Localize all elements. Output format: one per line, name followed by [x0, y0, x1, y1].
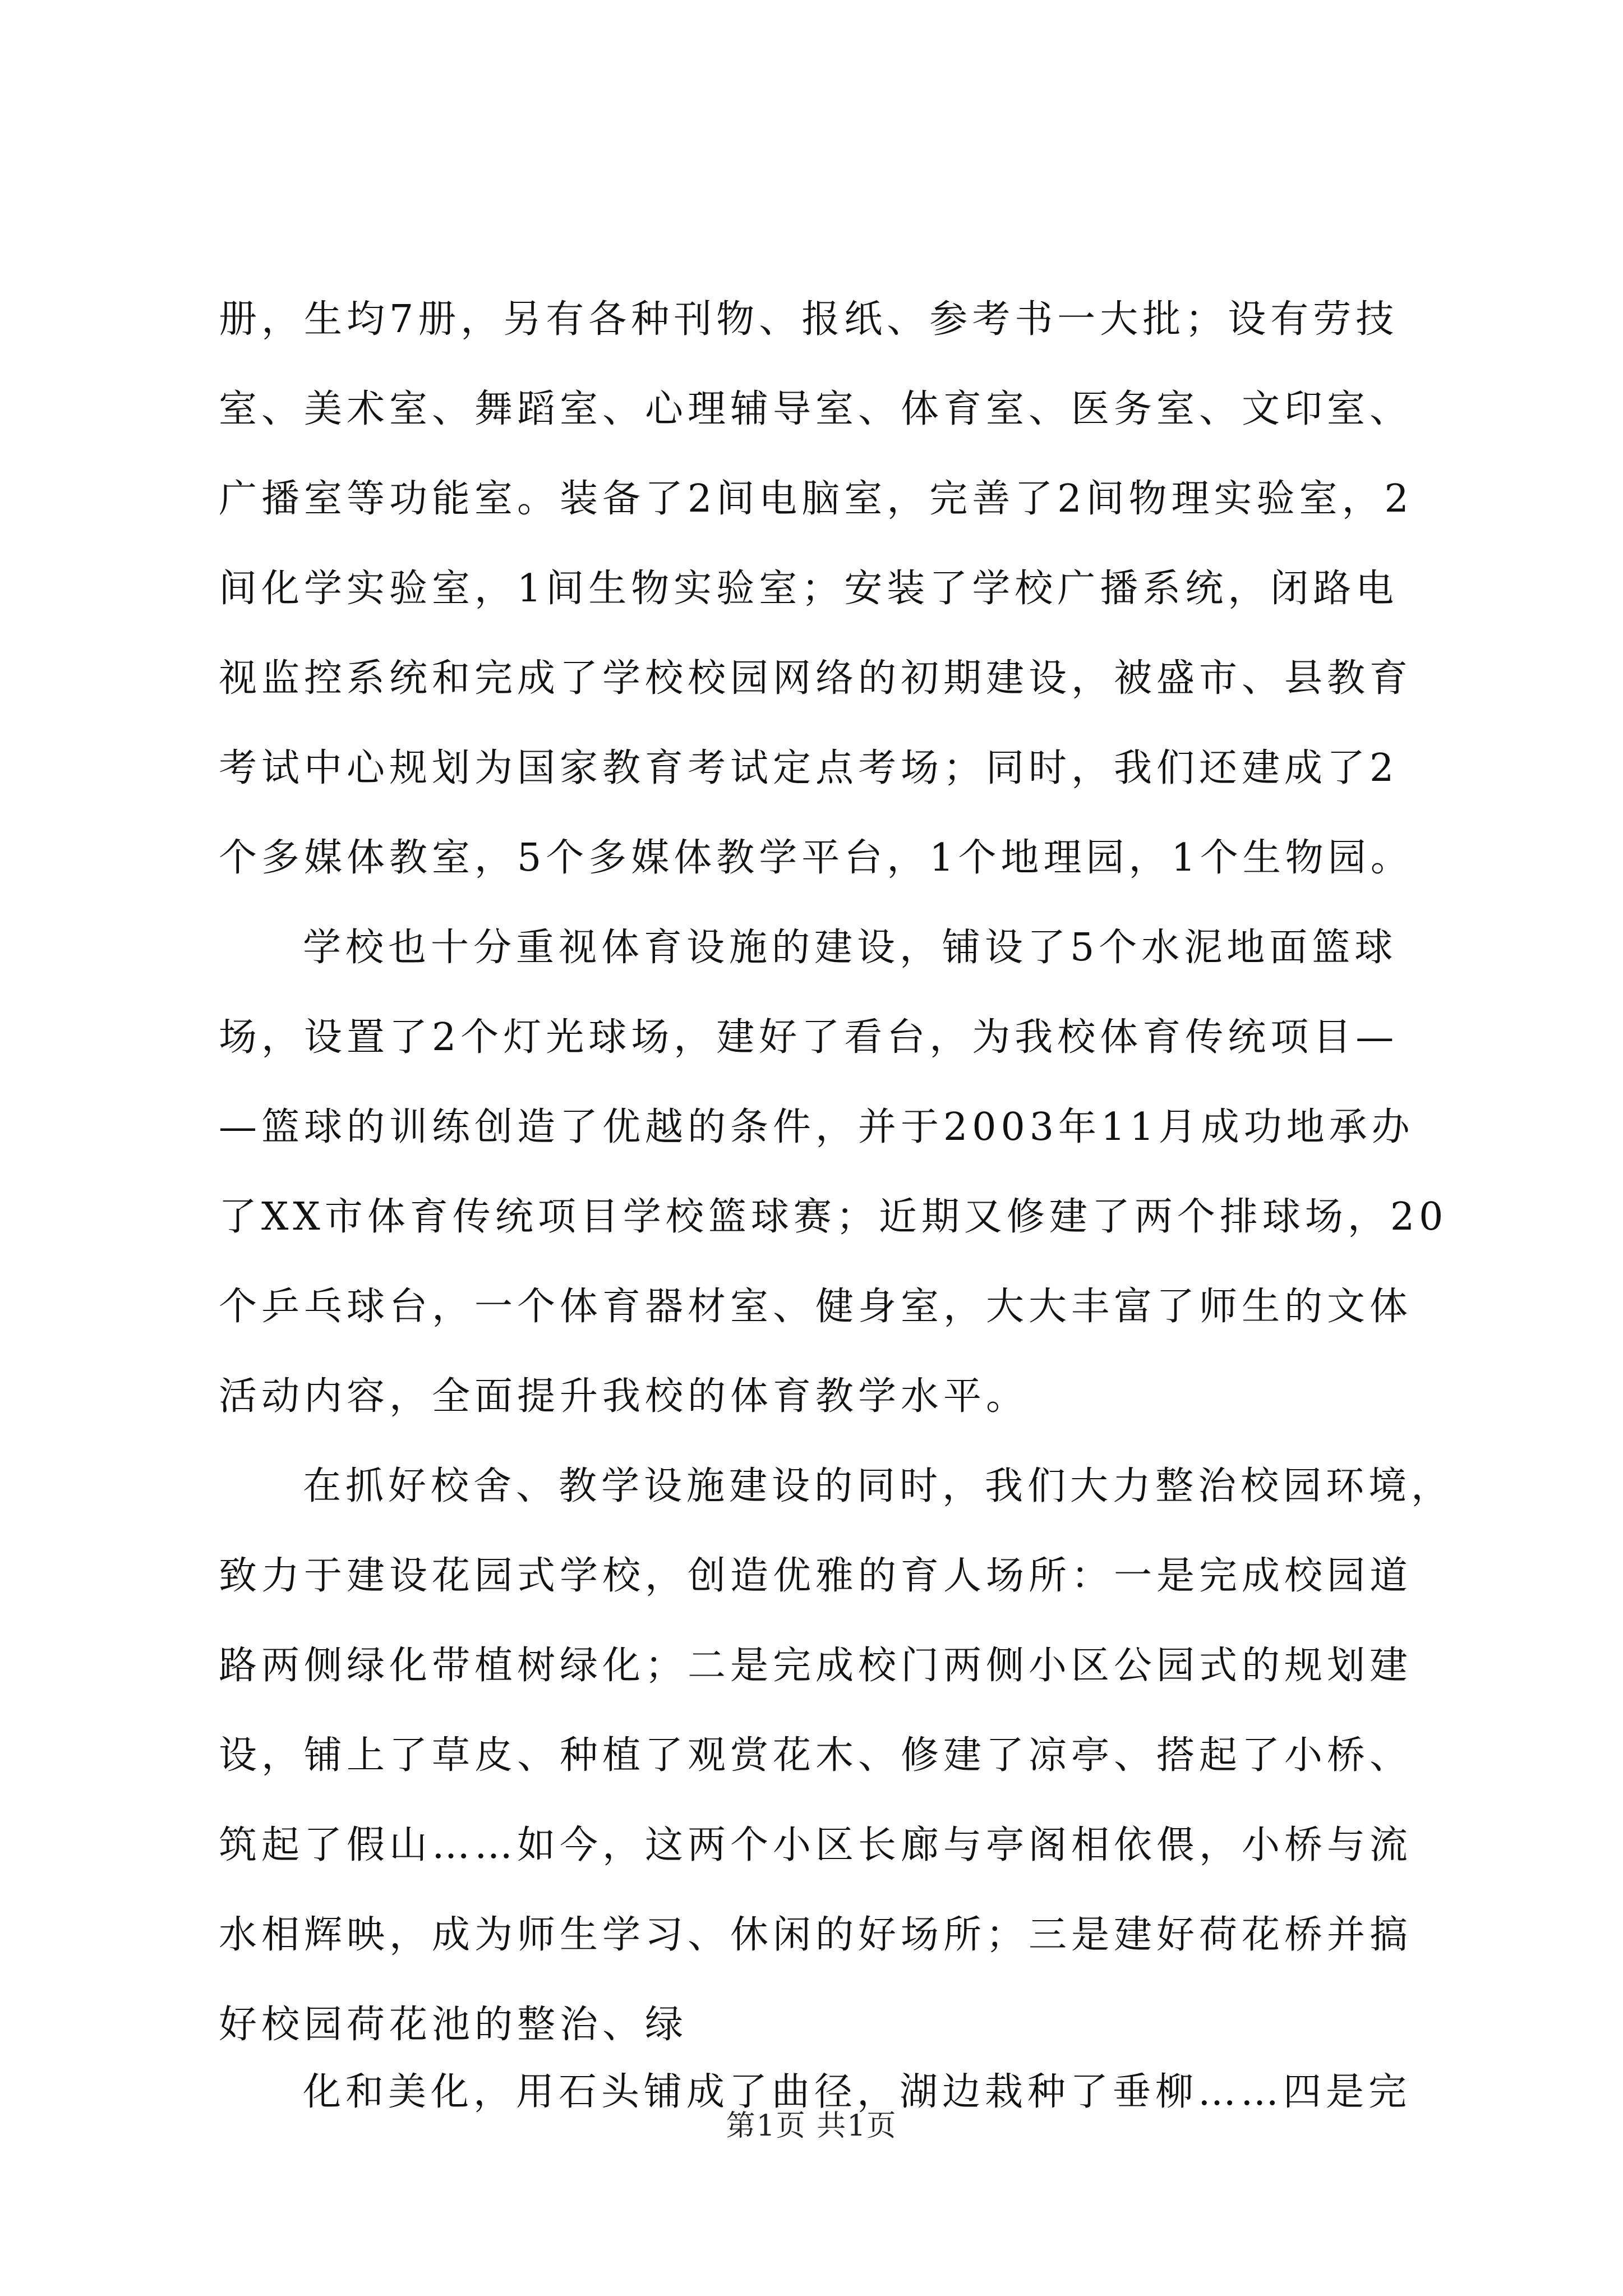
paragraph-first-line: 学校也十分重视体育设施的建设，铺设了5个水泥地面篮球 [303, 926, 1398, 970]
text-line: 了XX市体育传统项目学校篮球赛；近期又修建了两个排球场，20 [219, 1195, 1448, 1239]
text-line: 广播室等功能室。装备了2间电脑室，完善了2间物理实验室，2 [219, 477, 1413, 521]
text-line: 好校园荷花池的整治、绿 [219, 2003, 688, 2047]
paragraph-first-line: 在抓好校舍、教学设施建设的同时，我们大力整治校园环境， [303, 1464, 1454, 1508]
text-line: 个多媒体教室，5个多媒体教学平台，1个地理园，1个生物园。 [219, 836, 1413, 880]
text-line: 筑起了假山……如今，这两个小区长廊与亭阁相依偎，小桥与流 [219, 1823, 1413, 1867]
text-line: 视监控系统和完成了学校校园网络的初期建设，被盛市、县教育 [219, 656, 1413, 701]
text-line: 路两侧绿化带植树绿化；二是完成校门两侧小区公园式的规划建 [219, 1644, 1413, 1688]
text-line: 水相辉映，成为师生学习、休闲的好场所；三是建好荷花桥并搞 [219, 1913, 1413, 1957]
paragraph-first-line: 化和美化，用石头铺成了曲径，湖边栽种了垂柳……四是完 [303, 2070, 1412, 2114]
text-line: 致力于建设花园式学校，创造优雅的育人场所：一是完成校园道 [219, 1554, 1413, 1598]
text-line: 考试中心规划为国家教育考试定点考场；同时，我们还建成了2 [219, 746, 1399, 790]
text-line: 册，生均7册，另有各种刊物、报纸、参考书一大批；设有劳技 [219, 297, 1399, 342]
text-line: —篮球的训练创造了优越的条件，并于2003年11月成功地承办 [219, 1105, 1414, 1149]
page-footer: 第1页 共1页 [726, 2109, 897, 2143]
text-line: 设，铺上了草皮、种植了观赏花木、修建了凉亭、搭起了小桥、 [219, 1733, 1413, 1778]
text-line: 个乒乓球台，一个体育器材室、健身室，大大丰富了师生的文体 [219, 1285, 1413, 1329]
text-line: 场，设置了2个灯光球场，建好了看台，为我校体育传统项目— [219, 1015, 1399, 1060]
text-line: 室、美术室、舞蹈室、心理辅导室、体育室、医务室、文印室、 [219, 387, 1413, 431]
text-line: 间化学实验室，1间生物实验室；安装了学校广播系统，闭路电 [219, 567, 1399, 611]
text-line: 活动内容，全面提升我校的体育教学水平。 [219, 1374, 1029, 1419]
